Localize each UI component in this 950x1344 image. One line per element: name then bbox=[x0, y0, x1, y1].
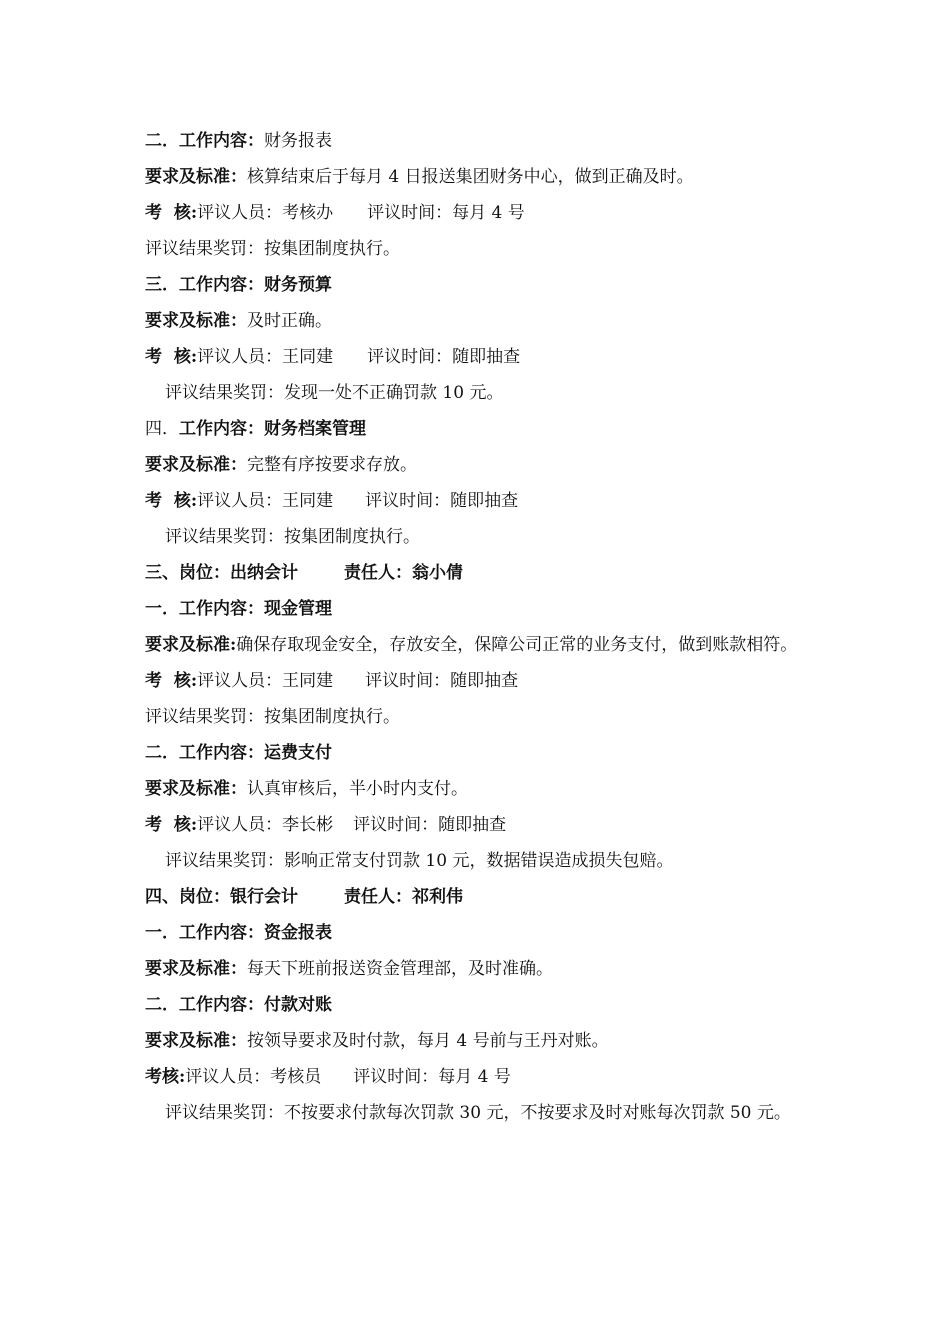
reviewer: 评议人员：王同建 bbox=[197, 671, 334, 691]
requirement-line bbox=[145, 159, 815, 195]
heading-text: 工作内容：财务档案管理 bbox=[179, 419, 366, 439]
requirement-label: 要求及标准： bbox=[145, 455, 247, 475]
assessment-label: 考 核: bbox=[145, 815, 198, 835]
assessment-line bbox=[145, 663, 815, 699]
heading-value: 财务报表 bbox=[264, 131, 332, 151]
requirement-label: 要求及标准： bbox=[145, 1031, 247, 1051]
requirement-line bbox=[145, 1023, 815, 1059]
reviewer: 评议人员：王同建 bbox=[197, 491, 334, 511]
post-owner: 责任人：翁小倩 bbox=[344, 563, 463, 583]
requirement-text: 核算结束后于每月 4 日报送集团财务中心，做到正确及时。 bbox=[247, 167, 694, 187]
heading-text: 二．工作内容：运费支付 bbox=[145, 743, 332, 763]
requirement-line bbox=[145, 771, 815, 807]
post-title: 四、岗位：银行会计 bbox=[145, 887, 298, 907]
result-line: 评议结果奖罚：发现一处不正确罚款 10 元。 bbox=[165, 383, 504, 403]
review-time: 评议时间：随即抽查 bbox=[365, 491, 519, 511]
assessment-line bbox=[145, 195, 815, 231]
heading-text: 一．工作内容：资金报表 bbox=[145, 923, 332, 943]
result-text: 评议结果奖罚：不按要求付款每次罚款 30 元，不按要求及时对账每次罚款 50 元。 bbox=[165, 1103, 791, 1123]
reviewer: 评议人员：考核员 bbox=[185, 1067, 322, 1087]
requirement-text: 认真审核后，半小时内支付。 bbox=[247, 779, 468, 799]
assessment-label: 考 核: bbox=[145, 671, 198, 691]
heading-text: 三．工作内容：财务预算 bbox=[145, 275, 332, 295]
assessment-line bbox=[145, 339, 815, 375]
assessment-label: 考核: bbox=[145, 1067, 186, 1087]
review-time: 评议时间：随即抽查 bbox=[365, 671, 519, 691]
section-heading bbox=[145, 915, 815, 951]
assessment-label: 考 核: bbox=[145, 347, 198, 367]
result-line: 评议结果奖罚：按集团制度执行。 bbox=[145, 707, 400, 727]
assessment-line bbox=[145, 1059, 815, 1095]
section-heading bbox=[145, 267, 815, 303]
requirement-line bbox=[145, 627, 815, 663]
section-heading bbox=[145, 123, 815, 159]
heading-text: 二．工作内容：付款对账 bbox=[145, 995, 332, 1015]
requirement-line bbox=[145, 447, 815, 483]
document-page bbox=[145, 123, 815, 1131]
requirement-text: 及时正确。 bbox=[247, 311, 332, 331]
result-line: 评议结果奖罚：影响正常支付罚款 10 元，数据错误造成损失包赔。 bbox=[165, 851, 674, 871]
result-line bbox=[145, 1095, 815, 1131]
requirement-text: 按领导要求及时付款，每月 4 号前与王丹对账。 bbox=[247, 1031, 609, 1051]
assessment-label: 考 核: bbox=[145, 203, 198, 223]
review-time: 评议时间：每月 4 号 bbox=[353, 1067, 511, 1087]
review-time: 评议时间：每月 4 号 bbox=[367, 203, 525, 223]
requirement-text: 每天下班前报送资金管理部，及时准确。 bbox=[247, 959, 553, 979]
requirement-line bbox=[145, 303, 815, 339]
review-time: 评议时间：随即抽查 bbox=[367, 347, 521, 367]
heading-label: 二．工作内容： bbox=[145, 131, 264, 151]
post-title: 三、岗位：出纳会计 bbox=[145, 563, 298, 583]
requirement-text: 确保存取现金安全，存放安全，保障公司正常的业务支付，做到账款相符。 bbox=[236, 635, 798, 655]
heading-number: 四． bbox=[145, 419, 179, 439]
post-heading bbox=[145, 879, 815, 915]
requirement-text: 完整有序按要求存放。 bbox=[247, 455, 417, 475]
requirement-label: 要求及标准： bbox=[145, 959, 247, 979]
requirement-label: 要求及标准： bbox=[145, 167, 247, 187]
requirement-label: 要求及标准： bbox=[145, 779, 247, 799]
result-line: 评议结果奖罚：按集团制度执行。 bbox=[145, 239, 400, 259]
requirement-label: 要求及标准: bbox=[145, 635, 237, 655]
assessment-label: 考 核: bbox=[145, 491, 198, 511]
heading-text: 一．工作内容：现金管理 bbox=[145, 599, 332, 619]
assessment-line bbox=[145, 807, 815, 843]
section-heading bbox=[145, 411, 815, 447]
section-heading bbox=[145, 987, 815, 1023]
result-line: 评议结果奖罚：按集团制度执行。 bbox=[165, 527, 420, 547]
post-heading bbox=[145, 555, 815, 591]
requirement-line bbox=[145, 951, 815, 987]
reviewer: 评议人员：王同建 bbox=[197, 347, 334, 367]
section-heading bbox=[145, 735, 815, 771]
section-heading bbox=[145, 591, 815, 627]
review-time: 评议时间：随即抽查 bbox=[353, 815, 507, 835]
assessment-line bbox=[145, 483, 815, 519]
reviewer: 评议人员：李长彬 bbox=[197, 815, 334, 835]
post-owner: 责任人：祁利伟 bbox=[344, 887, 463, 907]
reviewer: 评议人员：考核办 bbox=[197, 203, 334, 223]
requirement-label: 要求及标准： bbox=[145, 311, 247, 331]
